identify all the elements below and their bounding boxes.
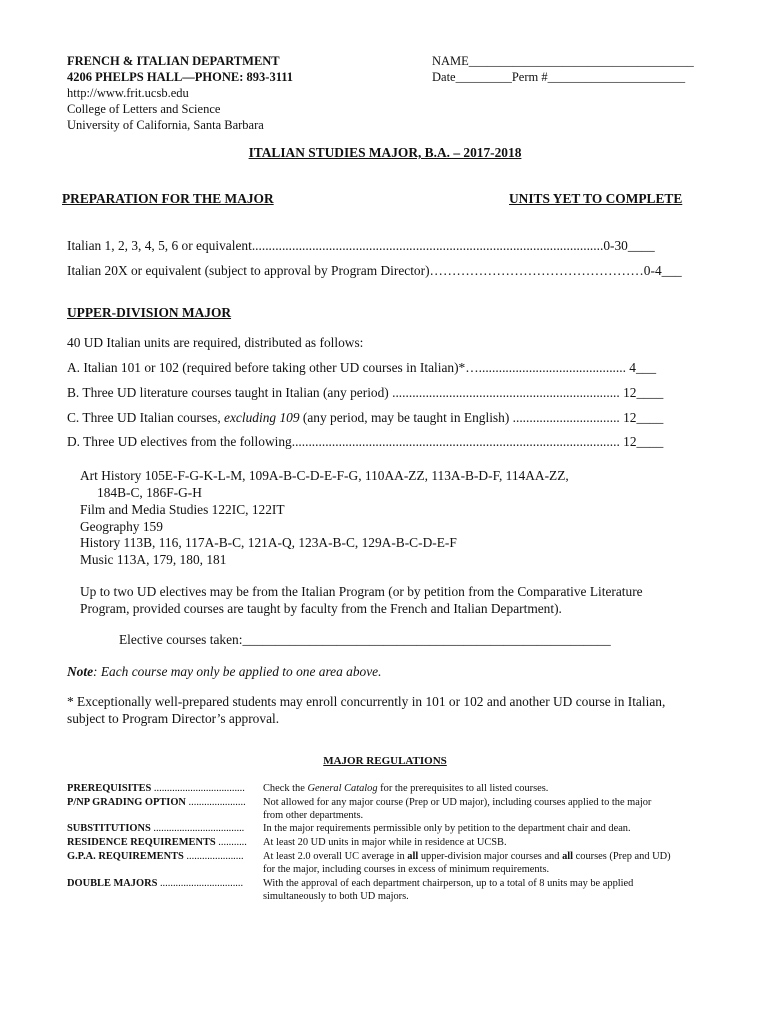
- ud-requirement-c: [67, 410, 663, 426]
- reg-pnp-value-1: Not allowed for any major course (Prep or UD major), including courses applied to the major: [263, 797, 652, 808]
- ud-electives-note-2: Program, provided courses are taught by faculty from the French and Italian Department).: [80, 601, 562, 616]
- college-name: College of Letters and Science: [67, 102, 221, 116]
- reg-double-majors-value-1: With the approval of each department chairperson, up to a total of 8 units may be applied: [263, 878, 634, 889]
- ud-electives-note-1: Up to two UD electives may be from the Italian Program (or by petition from the Comparative Literature: [80, 584, 643, 599]
- elective-list-item: 184B-C, 186F-G-H: [97, 485, 202, 500]
- note-text: : Each course may only be applied to one area above.: [93, 664, 382, 679]
- reg-double-majors-key: DOUBLE MAJORS ................................: [67, 878, 244, 889]
- elective-list-item: History 113B, 116, 117A-B-C, 121A-Q, 123A-B-C, 129A-B-C-D-E-F: [80, 535, 457, 550]
- note-line: [67, 664, 381, 680]
- department-address: 4206 PHELPS HALL—PHONE: 893-3111: [67, 70, 294, 84]
- note-label: Note: [67, 664, 94, 679]
- exception-note-2: subject to Program Director’s approval.: [67, 711, 280, 726]
- elective-courses-taken-field[interactable]: Elective courses taken:_______________________________________________________: [119, 632, 611, 647]
- ud-c-prefix: C. Three UD Italian courses,: [67, 410, 225, 425]
- reg-residence-key: RESIDENCE REQUIREMENTS ...........: [67, 837, 247, 848]
- university-name: University of California, Santa Barbara: [67, 118, 264, 132]
- ud-requirement-a: A. Italian 101 or 102 (required before taking other UD courses in Italian)*…............................................ 4___: [67, 360, 657, 375]
- elective-list-item: Film and Media Studies 122IC, 122IT: [80, 502, 285, 517]
- prep-line-italian-1-6: Italian 1, 2, 3, 4, 5, 6 or equivalent.........................................................................................................0-30____: [67, 238, 655, 253]
- ud-requirement-d: D. Three UD electives from the following.................................................................................................. 12____: [67, 434, 664, 449]
- date-perm-field[interactable]: Date_________Perm #______________________: [432, 70, 686, 84]
- ud-c-suffix: (any period, may be taught in English) ................................ 12____: [299, 410, 664, 425]
- reg-substitutions-key: SUBSTITUTIONS ...................................: [67, 823, 245, 834]
- reg-pnp-value-2: from other departments.: [263, 810, 364, 821]
- ud-heading: UPPER-DIVISION MAJOR: [67, 305, 232, 320]
- reg-gpa-value-2: for the major, including courses in excess of minimum requirements.: [263, 864, 550, 875]
- reg-residence-value: At least 20 UD units in major while in residence at UCSB.: [263, 837, 507, 848]
- reg-prerequisites-value: Check the General Catalog for the prerequisites to all listed courses.: [263, 783, 549, 794]
- ud-intro: 40 UD Italian units are required, distributed as follows:: [67, 335, 364, 350]
- department-website[interactable]: http://www.frit.ucsb.edu: [67, 86, 189, 100]
- ud-c-emphasis: excluding 109: [224, 410, 300, 425]
- elective-list-item: Music 113A, 179, 180, 181: [80, 552, 227, 567]
- ud-requirement-b: B. Three UD literature courses taught in Italian (any period) .................................................................... 12____: [67, 385, 664, 400]
- elective-list-item: Art History 105E-F-G-K-L-M, 109A-B-C-D-E-F-G, 110AA-ZZ, 113A-B-D-F, 114AA-ZZ,: [80, 468, 569, 483]
- exception-note-1: * Exceptionally well-prepared students may enroll concurrently in 101 or 102 and another UD course in Italian,: [67, 694, 666, 709]
- prep-heading: PREPARATION FOR THE MAJOR: [62, 191, 274, 206]
- page-title: ITALIAN STUDIES MAJOR, B.A. – 2017-2018: [248, 145, 522, 160]
- reg-gpa-value-1: At least 2.0 overall UC average in all upper-division major courses and all courses (Prep and UD): [263, 851, 671, 862]
- prep-line-italian-20x: Italian 20X or equivalent (subject to approval by Program Director)…………………………………………0-4___: [67, 263, 682, 278]
- reg-double-majors-value-2: simultaneously to both UD majors.: [263, 891, 409, 902]
- reg-prerequisites-key: PREREQUISITES ...................................: [67, 783, 245, 794]
- units-heading: UNITS YET TO COMPLETE: [509, 191, 683, 206]
- name-field[interactable]: NAME____________________________________: [432, 54, 694, 68]
- department-name: FRENCH & ITALIAN DEPARTMENT: [67, 54, 280, 68]
- reg-substitutions-value: In the major requirements permissible only by petition to the department chair and dean.: [263, 823, 631, 834]
- reg-gpa-key: G.P.A. REQUIREMENTS ......................: [67, 851, 244, 862]
- elective-list-item: Geography 159: [80, 519, 163, 534]
- reg-pnp-key: P/NP GRADING OPTION ......................: [67, 797, 246, 808]
- regulations-heading: MAJOR REGULATIONS: [323, 755, 447, 767]
